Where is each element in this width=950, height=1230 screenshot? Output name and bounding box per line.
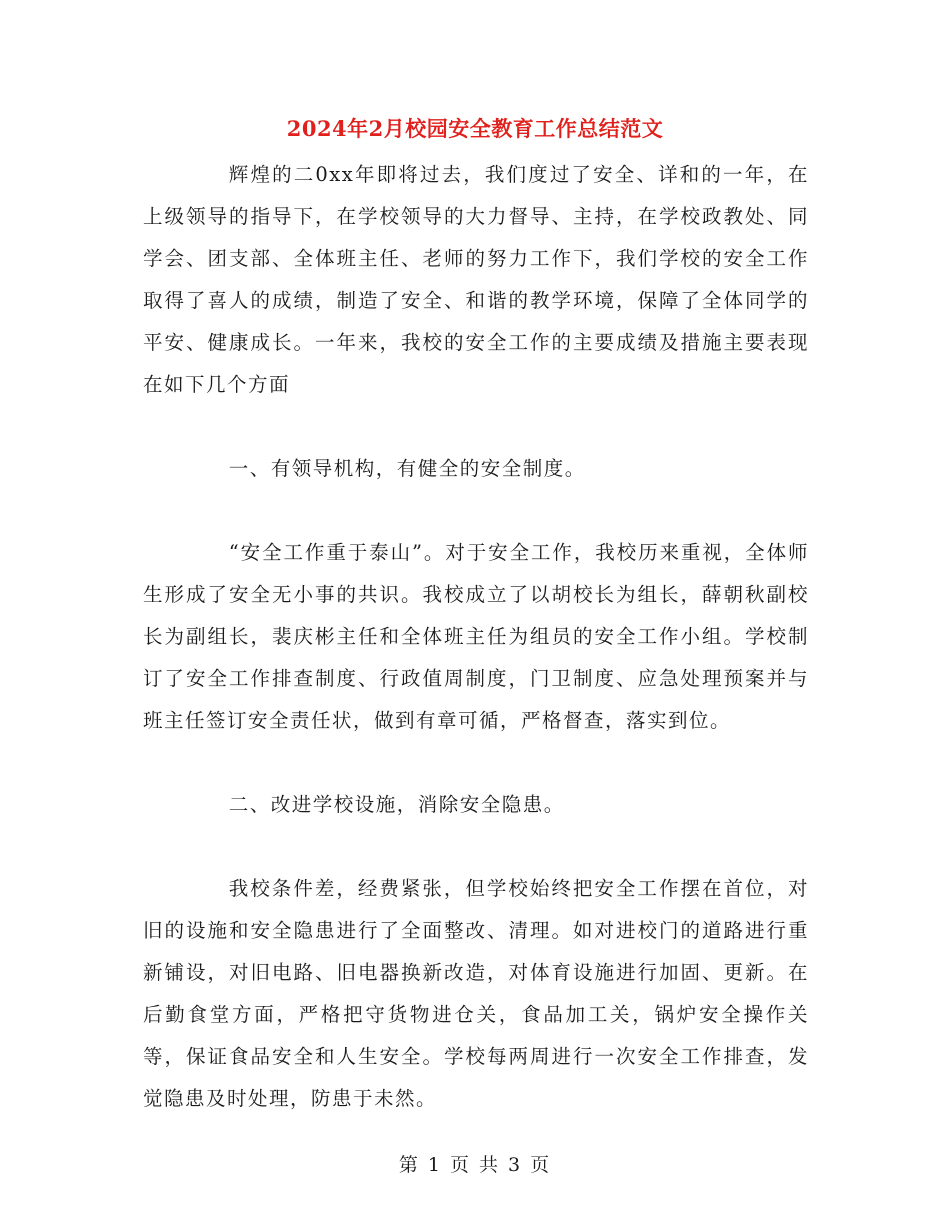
section-heading-1: 一、有领导机构，有健全的安全制度。 bbox=[228, 457, 586, 480]
section-heading-2: 二、改进学校设施，消除安全隐患。 bbox=[228, 793, 565, 816]
paragraph-gap bbox=[143, 826, 809, 868]
document-title: 2024年2月校园安全教育工作总结范文 bbox=[286, 116, 664, 141]
section-1-paragraph: “安全工作重于泰山”。对于安全工作，我校历来重视，全体师生形成了安全无小事的共识。我校成立了以胡校长为组长，薛朝秋副校长为副组长，裴庆彬主任和全体班主任为组员的安全工作小组。学校制订了安全工作排查制度、行政值周制度，门卫制度、应急处理预案并与班主任签订安全责任状，做到有章可循，严格督查，落实到位。 bbox=[143, 541, 809, 732]
document-body bbox=[143, 154, 809, 1120]
section-2-paragraph: 我校条件差，经费紧张，但学校始终把安全工作摆在首位，对旧的设施和安全隐患进行了全面整改、清理。如对进校门的道路进行重新铺设，对旧电路、旧电器换新改造，对体育设施进行加固、更新。在后勤食堂方面，严格把守货物进仓关，食品加工关，锅炉安全操作关等，保证食品安全和人生安全。学校每两周进行一次安全工作排查，发觉隐患及时处理，防患于未然。 bbox=[143, 877, 809, 1110]
paragraph-gap bbox=[143, 490, 809, 532]
paragraph-gap bbox=[143, 406, 809, 448]
intro-paragraph: 辉煌的二0xx年即将过去，我们度过了安全、详和的一年，在上级领导的指导下，在学校领导的大力督导、主持，在学校政教处、同学会、团支部、全体班主任、老师的努力工作下，我们学校的安全工作取得了喜人的成绩，制造了安全、和谐的教学环境，保障了全体同学的平安、健康成长。一年来，我校的安全工作的主要成绩及措施主要表现在如下几个方面 bbox=[143, 163, 809, 396]
paragraph-gap bbox=[143, 742, 809, 784]
page-number-footer: 第 1 页 共 3 页 bbox=[398, 1154, 552, 1176]
